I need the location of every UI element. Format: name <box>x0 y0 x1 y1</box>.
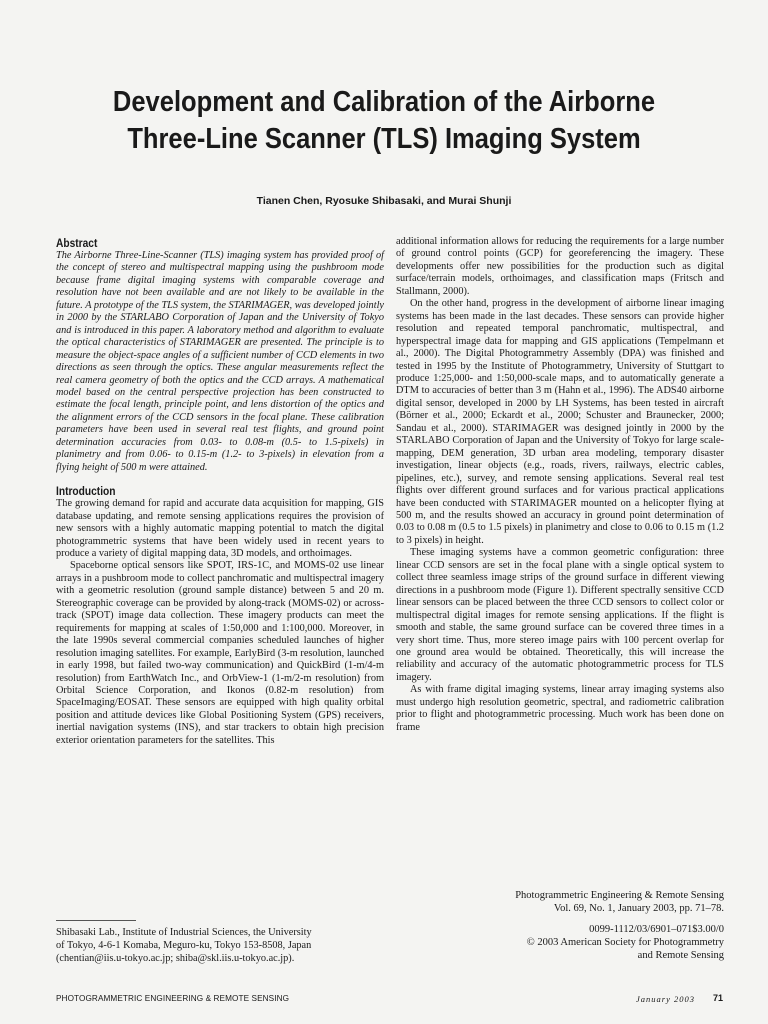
affiliation-line-1: Shibasaki Lab., Institute of Industrial Sciences, the University <box>56 927 312 938</box>
journal-code: 0099-1112/03/6901–071$3.00/0 <box>589 924 724 935</box>
title-line-2: Three-Line Scanner (TLS) Imaging System <box>127 123 641 155</box>
affiliation-line-2: of Tokyo, 4-6-1 Komaba, Meguro-ku, Tokyo 153-8508, Japan <box>56 940 312 951</box>
copyright-line-1: © 2003 American Society for Photogrammetry <box>526 937 724 948</box>
right-column <box>396 236 724 734</box>
intro-paragraph-2: Spaceborne optical sensors like SPOT, IRS-1C, and MOMS-02 use linear arrays in a pushbroom mode to collect panchromatic and multispectral imagery with a geometric resolution (ground sample distance) between 5 and 20 m. Stereographic coverage can be provided by along-track (MOMS-02) or across-track (SPOT) image data collection. These imagery products can meet the requirements for mapping at scales of 1:50,000 and 1:100,000. Moreover, in the late 1990s several commercial companies scheduled launches of higher resolution imaging satellites. For example, EarlyBird (3-m resolution, launched in early 1998, but failed two-way communication) and QuickBird (1-m/4-m resolution) from EarthWatch Inc., and OrbView-1 (1-m/2-m resolution) from Orbital Science Corporation, and Ikonos (0.82-m resolution) from SpaceImaging/EOSAT. These sensors are equipped with high quality orbital position and attitude devices like Global Positioning System (GPS) receivers, inertial navigation systems (INS), and star trackers to obtain high precision exterior orientation parameters for the satellites. This <box>56 560 384 746</box>
footer-journal: PHOTOGRAMMETRIC ENGINEERING & REMOTE SENSING <box>56 994 290 1003</box>
paper-title <box>81 84 686 158</box>
journal-info <box>396 889 724 962</box>
page-number: 71 <box>713 993 724 1003</box>
intro-paragraph-6: As with frame digital imaging systems, linear array imaging systems also must undergo high resolution geometric, spectral, and radiometric calibration prior to flight and photogrammetric processing. Much work has been done on frame <box>396 684 724 733</box>
affiliation <box>56 926 386 965</box>
left-column <box>56 236 384 747</box>
abstract-heading: Abstract <box>56 236 98 250</box>
intro-paragraph-5: These imaging systems have a common geometric configuration: three linear CCD sensors are set in the focal plane with a single optical system to collect three seamless image strips of the ground surface in different viewing directions in a pushbroom mode (Figure 1). Different spectrally sensitive CCD linear sensors can be placed between the three CCD sensors to collect color or multispectral digital images for remote sensing applications. If the flight is smooth and stable, the same ground surface can be covered three times in a very short time. Thus, more stereo image pairs with 100 percent overlap for one ground area would be obtained. Theoretically, this will increase the reliability and accuracy of the automatic photogrammetric process for TLS imagery. <box>396 547 724 683</box>
authors: Tianen Chen, Ryosuke Shibasaki, and Murai Shunji <box>256 195 512 207</box>
intro-paragraph-4: On the other hand, progress in the development of airborne linear imaging systems has been made in the last decades. These sensors can provide higher resolution and repeated temporal panchromatic, multispectral, and hyperspectral image data for mapping and GIS applications (Tempelmann et al., 2000). The Digital Photogrammetry Assembly (DPA) was finished and tested in 1995 by the Institute of Photogrammetry, University of Stuttgart to produce 1:25,000- and 1:50,000-scale maps, and to automatically generate a DTM to accuracies of better than 3 m (Hahn et al., 1996). The ADS40 airborne digital sensor, developed in 2000 by LH Systems, has been tested in aircraft (Börner et al., 2000; Eckardt et al., 2000; Schuster and Braunecker, 2000; Sandau et al., 2000). STARIMAGER was designed jointly in 2000 by the STARLABO Corporation of Japan and the University of Tokyo for large scale-mapping, DEM generation, 3D urban area modeling, temporary disaster investigation, linear objects (e.g., roads, rivers, railways, electric cables, pipelines, etc.), survey, and remote sensing applications. Several real test flights over different ground surfaces and for various practical applications have been conducted with STARIMAGER mounted on a helicopter flying at 500 m, and the results showed an accuracy in ground point determination of 0.03 to 0.08 m (0.5 to 1.5 pixels) in planimetry and close to 0.06 to 0.15 m (1.2 to 3 pixels) in height. <box>396 298 724 546</box>
title-line-1: Development and Calibration of the Airborne <box>112 86 656 118</box>
footnote-rule <box>56 920 136 921</box>
copyright-line-2: and Remote Sensing <box>637 950 724 961</box>
journal-volume: Vol. 69, No. 1, January 2003, pp. 71–78. <box>553 903 724 914</box>
intro-paragraph-1: The growing demand for rapid and accurate data acquisition for mapping, GIS database updating, and remote sensing applications requires the provision of new sensors with a highly automatic mapping potential to match the digital photogrammetric systems that have been widely used in recent years to produce a variety of digital mapping data, 3D models, and orthoimages. <box>56 498 384 559</box>
abstract-text: The Airborne Three-Line-Scanner (TLS) imaging system has provided proof of the concept of stereo and multispectral mapping using the pushbroom mode because frame digital imaging systems with comparable coverage and resolution have not been available and are not likely to be available in the future. A prototype of the TLS system, the STARIMAGER, was developed jointly in 2000 by the STARLABO Corporation of Japan and the University of Tokyo and is introduced in this paper. A laboratory method and algorithm to evaluate the optical characteristics of STARIMAGER are presented. The principle is to measure the object-space angles of a sufficient number of CCD elements in two directions as seen through the optics. These angular measurements reflect the real camera geometry of both the optics and the CCD arrays. A mathematical model based on the central perspective projection has been constructed to estimate the focal length, principle point, and lens distortion of the optics and the alignment errors of the CCD sensors in the focal plane. These calibration parameters have been used in several real test flights, and ground point determination accuracies from 0.03- to 0.08-m (0.5- to 1.5-pixels) in planimetry and from 0.06- to 0.15-m (1.2- to 3-pixels) in elevation from a flying height of 500 m were attained. <box>56 250 384 473</box>
intro-paragraph-3: additional information allows for reducing the requirements for a large number of ground control points (GCP) for georeferencing the imagery. These developments offer new possibilities for the production such as digital surface/terrain models, orthoimages, and classification maps (Fritsch and Stallmann, 2000). <box>396 236 724 297</box>
journal-name: Photogrammetric Engineering & Remote Sensing <box>515 890 724 901</box>
footer-month: January 2003 <box>636 994 695 1004</box>
introduction-heading: Introduction <box>56 484 116 499</box>
affiliation-line-3: (chentian@iis.u-tokyo.ac.jp; shiba@skl.iis.u-tokyo.ac.jp). <box>56 953 295 964</box>
